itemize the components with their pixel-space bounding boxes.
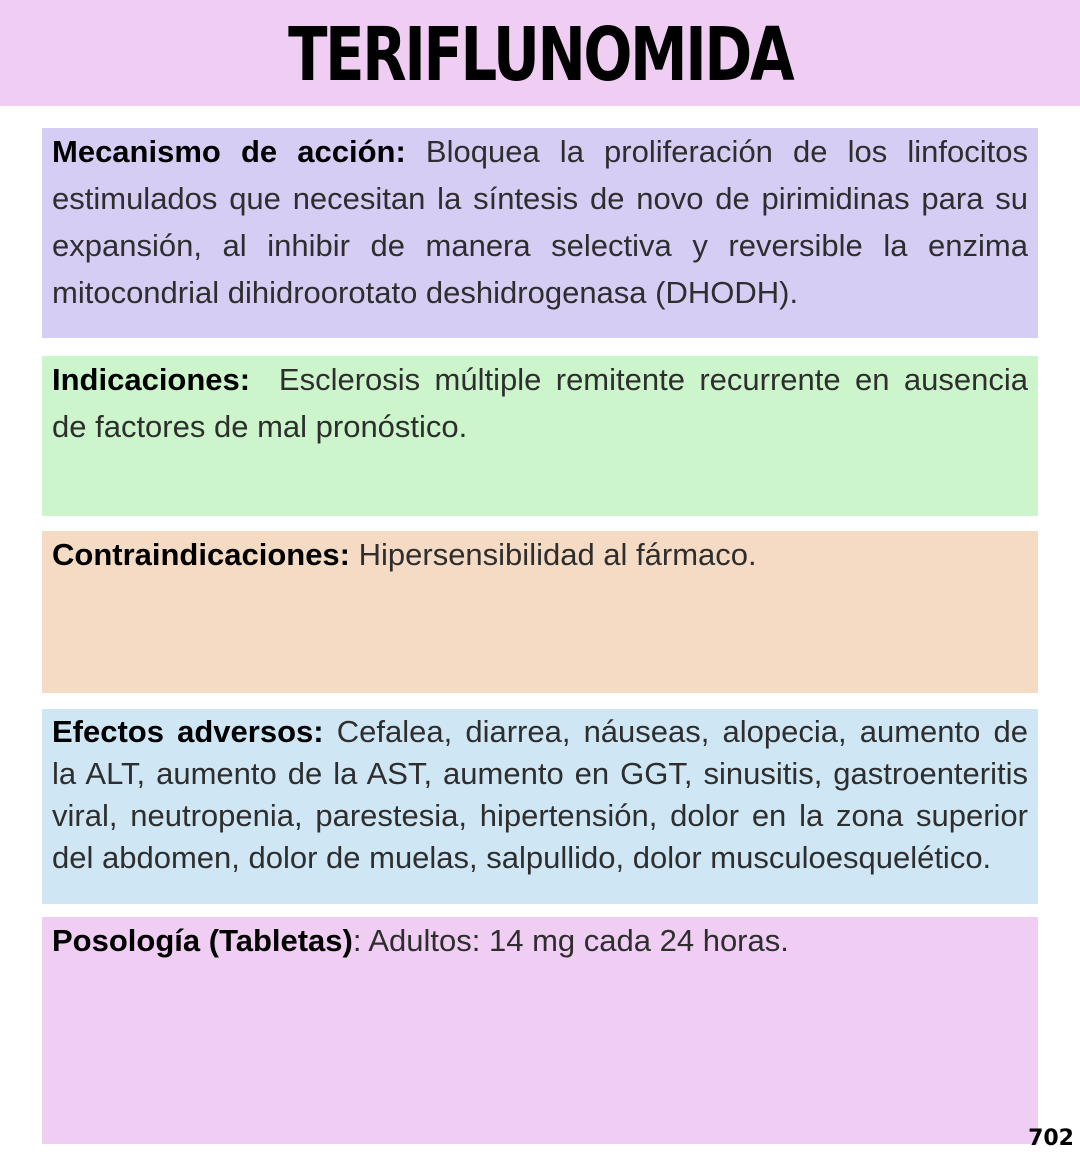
efectos-label: Efectos adversos: — [52, 714, 324, 749]
posologia-label: Posología (Tabletas) — [52, 923, 353, 958]
mecanismo-label: Mecanismo de acción: — [52, 134, 406, 169]
page-title: TERIFLUNOMIDA — [287, 12, 793, 98]
posologia-paragraph — [52, 917, 1028, 964]
indicaciones-label: Indicaciones: — [52, 362, 251, 397]
contraindicaciones-paragraph — [52, 531, 1028, 578]
indicaciones-paragraph — [52, 356, 1037, 450]
section-contraindicaciones — [42, 531, 1038, 693]
contraindicaciones-text: Hipersensibilidad al fármaco. — [350, 537, 757, 572]
page-number: 702 — [1028, 1126, 1074, 1151]
efectos-paragraph — [52, 709, 1028, 879]
section-posologia — [42, 917, 1038, 1144]
title-banner — [0, 0, 1080, 106]
section-efectos-adversos — [42, 709, 1038, 904]
posologia-text: : Adultos: 14 mg cada 24 horas. — [352, 923, 789, 958]
indicaciones-text: Esclerosis múltiple remitente recurrente en ausencia de factores de mal pronóstico. — [52, 362, 1037, 444]
mecanismo-text: Bloquea la proliferación de los linfocitos estimulados que necesitan la síntesis de novo de pirimidinas para su expansión, al inhibir de manera selectiva y reversible la enzima mitocondrial dihidroorotato deshidrogenasa (DHODH). — [52, 134, 1028, 310]
section-indicaciones — [42, 356, 1038, 516]
mecanismo-paragraph — [52, 128, 1028, 316]
contraindicaciones-label: Contraindicaciones: — [52, 537, 350, 572]
efectos-text: Cefalea, diarrea, náuseas, alopecia, aumento de la ALT, aumento de la AST, aumento en GGT, sinusitis, gastroenteritis viral, neutropenia, parestesia, hipertensión, dolor en la zona superior del abdomen, dolor de muelas, salpullido, dolor musculoesquelético. — [52, 714, 1029, 875]
section-mecanismo — [42, 128, 1038, 338]
